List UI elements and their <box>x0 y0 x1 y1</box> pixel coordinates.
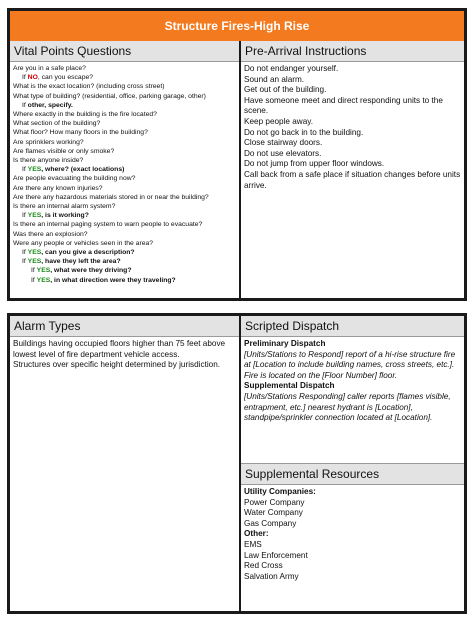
vital-question <box>13 193 239 202</box>
vital-question-text: Is there an internal paging system to warn people to evacuate? <box>13 221 203 229</box>
pre-arrival-item: Close stairway doors. <box>244 138 323 148</box>
vital-points-header: Vital Points Questions <box>10 41 239 62</box>
vital-question <box>13 82 239 91</box>
vital-question <box>13 230 239 239</box>
vital-question-text: , is it working? <box>41 212 89 220</box>
preliminary-dispatch-label: Preliminary Dispatch <box>244 339 326 348</box>
pre-arrival-item: Call back from a safe place if situation changes before units arrive. <box>244 169 461 190</box>
vital-question-text: What is the exact location? (including cross street) <box>13 83 165 91</box>
utility-company-item: Power Company <box>244 497 305 507</box>
vital-question <box>13 239 239 248</box>
utility-companies-list <box>244 498 461 530</box>
other-resource-item: Salvation Army <box>244 571 299 581</box>
vital-question-text: YES <box>27 212 42 220</box>
vital-question-text: If <box>31 276 37 284</box>
pre-arrival-item: Sound an alarm. <box>244 74 305 84</box>
vital-question-text: Is there an internal alarm system? <box>13 203 116 211</box>
preliminary-dispatch-text: [Units/Stations to Respond] report of a hi-rise structure fire at [Location to include building names, cross streets, etc.]. Fire is located on the [Floor Number] floor. <box>244 349 456 380</box>
vital-question <box>13 165 239 174</box>
vital-question <box>13 73 239 82</box>
scripted-dispatch-body <box>241 337 464 463</box>
alarm-types-header: Alarm Types <box>10 316 239 337</box>
vital-question <box>13 128 239 137</box>
vital-question-text: YES <box>27 258 42 266</box>
alarm-types-column <box>10 316 239 611</box>
alarm-types-list <box>10 337 239 371</box>
vital-question <box>13 92 239 101</box>
vital-question <box>13 138 239 147</box>
vital-question <box>13 119 239 128</box>
alarm-type-item: Structures over specific height determined by jurisdiction. <box>13 360 221 370</box>
vital-question-text: Are there any hazardous materials stored in or near the building? <box>13 193 209 201</box>
vital-question-text: Are there any known injuries? <box>13 184 103 192</box>
vital-question <box>13 64 239 73</box>
vital-question <box>13 257 239 266</box>
vital-question-text: , where? (exact locations) <box>41 166 125 174</box>
vital-question-text: Are flames visible or only smoke? <box>13 147 115 155</box>
vital-question-text: YES <box>36 267 51 275</box>
other-resource-item: EMS <box>244 539 262 549</box>
page-title: Structure Fires-High Rise <box>10 11 464 41</box>
vital-question-text: If <box>22 258 28 266</box>
vital-question <box>13 110 239 119</box>
vital-question-text: What type of building? (residential, office, parking garage, other) <box>13 92 206 100</box>
vital-question-text: If <box>22 101 28 109</box>
pre-arrival-item: Keep people away. <box>244 116 314 126</box>
vital-question <box>13 276 239 285</box>
vital-question-text: Were any people or vehicles seen in the area? <box>13 239 154 247</box>
vital-question-text: , can you escape? <box>37 74 94 82</box>
other-resources-list <box>244 540 461 582</box>
supplemental-resources-header: Supplemental Resources <box>241 463 464 485</box>
vital-question-text: Are people evacuating the building now? <box>13 175 136 183</box>
vital-question <box>13 101 239 110</box>
vital-question-text: What floor? How many floors in the building? <box>13 129 148 137</box>
pre-arrival-item: Do not go back in to the building. <box>244 127 364 137</box>
supplemental-dispatch-label: Supplemental Dispatch <box>244 381 335 391</box>
vital-question <box>13 147 239 156</box>
vital-question <box>13 184 239 193</box>
utility-company-item: Gas Company <box>244 518 297 528</box>
vital-question-text: YES <box>27 166 42 174</box>
vital-question <box>13 211 239 220</box>
vital-question <box>13 174 239 183</box>
vital-question <box>13 220 239 229</box>
utility-company-item: Water Company <box>244 508 303 518</box>
vital-question-text: Where exactly in the building is the fire located? <box>13 111 157 119</box>
other-resources-label: Other: <box>244 529 269 539</box>
pre-arrival-item: Do not jump from upper floor windows. <box>244 159 385 169</box>
vital-question-text: , what were they driving? <box>50 267 132 275</box>
pre-arrival-header: Pre-Arrival Instructions <box>241 41 464 62</box>
top-panel <box>7 8 467 301</box>
pre-arrival-item: Have someone meet and direct responding units to the scene. <box>244 95 443 116</box>
vital-points-column <box>10 41 239 298</box>
vital-question-text: Are sprinklers working? <box>13 138 84 146</box>
utility-companies-label: Utility Companies: <box>244 487 316 496</box>
vital-question-text: other, specify. <box>27 101 73 109</box>
vital-question-text: Is there anyone inside? <box>13 157 84 165</box>
bottom-panel <box>7 313 467 614</box>
vital-question <box>13 248 239 257</box>
vital-question-text: If <box>22 166 28 174</box>
pre-arrival-item: Get out of the building. <box>244 85 327 95</box>
vital-question-text: NO <box>27 74 38 82</box>
scripted-dispatch-column <box>239 316 464 611</box>
vital-question-text: If <box>31 267 37 275</box>
vital-question-text: Are you in a safe place? <box>13 65 86 72</box>
vital-question-text: If <box>22 249 28 257</box>
vital-question <box>13 202 239 211</box>
supplemental-dispatch-text: [Units/Stations Responding] caller reports [flames visible, entrapment, etc.] nearest hydrant is [Location], standpipe/sprinkler connection located at [Location]. <box>244 391 451 423</box>
vital-question-text: YES <box>36 276 51 284</box>
vital-question-text: , can you give a description? <box>41 249 135 257</box>
supplemental-resources-body <box>241 485 464 582</box>
vital-question-text: If <box>22 212 28 220</box>
vital-question-text: , in what direction were they traveling? <box>50 276 176 284</box>
other-resource-item: Red Cross <box>244 561 283 571</box>
alarm-type-item: Buildings having occupied floors higher than 75 feet above lowest level of fire department vehicle access. <box>13 339 226 359</box>
pre-arrival-item: Do not endanger yourself. <box>244 64 339 73</box>
vital-question-text: If <box>22 74 28 82</box>
vital-question-text: What section of the building? <box>13 120 101 128</box>
pre-arrival-column <box>239 41 464 298</box>
pre-arrival-item: Do not use elevators. <box>244 148 322 158</box>
vital-question-text: , have they left the area? <box>41 258 121 266</box>
vital-question <box>13 156 239 165</box>
scripted-dispatch-header: Scripted Dispatch <box>241 316 464 337</box>
vital-points-list <box>10 62 239 285</box>
vital-question-text: Was there an explosion? <box>13 230 88 238</box>
other-resource-item: Law Enforcement <box>244 550 308 560</box>
pre-arrival-list <box>241 62 464 191</box>
vital-question <box>13 266 239 275</box>
vital-question-text: YES <box>27 249 42 257</box>
